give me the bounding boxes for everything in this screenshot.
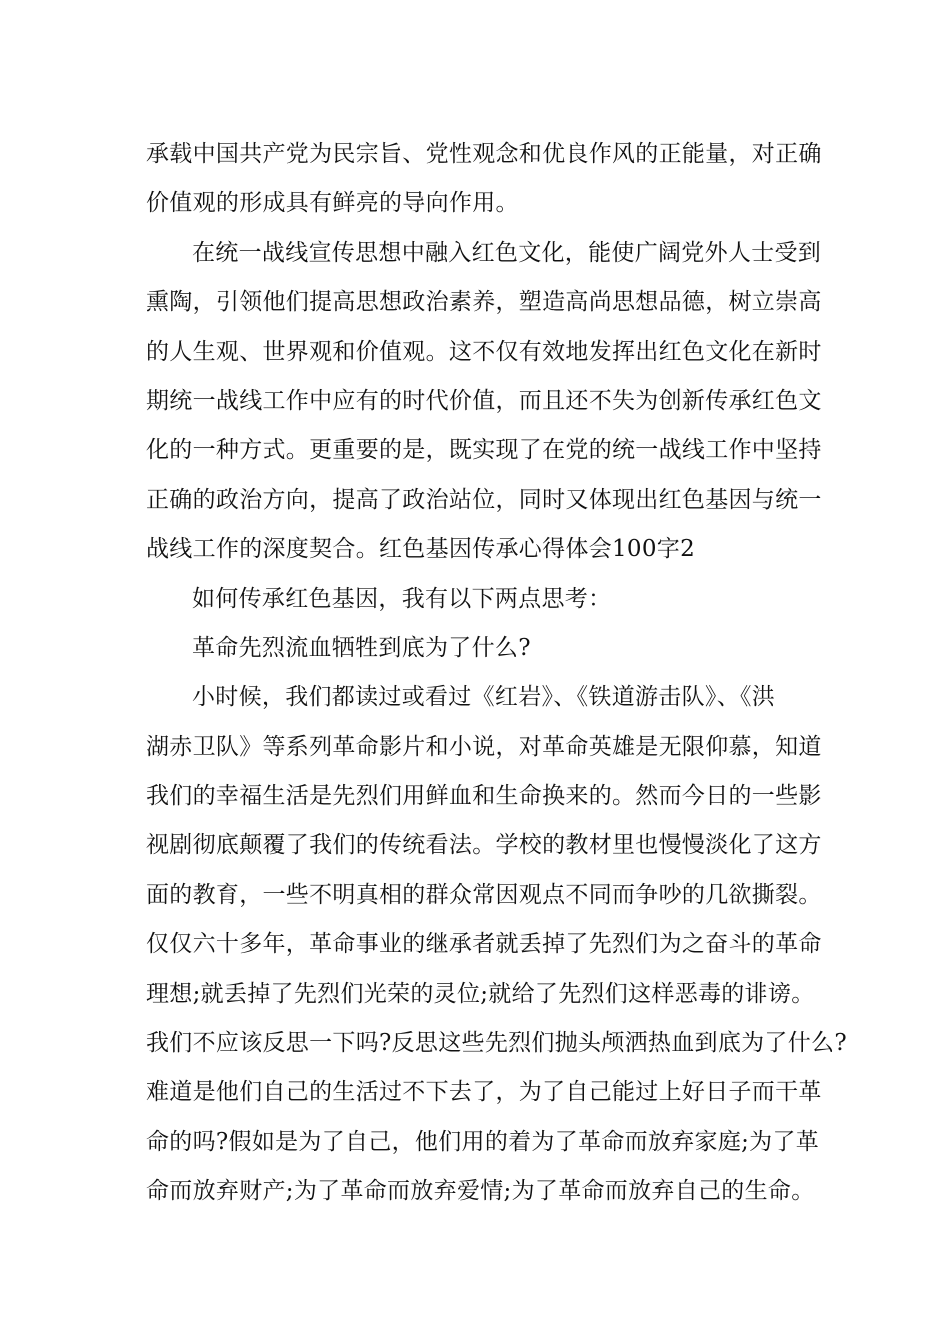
text-line: 的人生观、世界观和价值观。这不仅有效地发挥出红色文化在新时 — [146, 338, 822, 365]
text-line: 正确的政治方向，提高了政治站位，同时又体现出红色基因与统一 — [146, 486, 822, 513]
text-line: 战线工作的深度契合。红色基因传承心得体会100字2 — [146, 536, 696, 563]
text-line: 期统一战线工作中应有的时代价值，而且还不失为创新传承红色文 — [146, 387, 822, 414]
text-line: 我们不应该反思一下吗?反思这些先烈们抛头颅洒热血到底为了什么? — [146, 1030, 847, 1057]
text-line: 我们的幸福生活是先烈们用鲜血和生命换来的。然而今日的一些影 — [146, 783, 822, 810]
text-line: 命而放弃财产;为了革命而放弃爱情;为了革命而放弃自己的生命。 — [146, 1178, 815, 1205]
text-line: 熏陶，引领他们提高思想政治素养，塑造高尚思想品德，树立崇高 — [146, 289, 822, 316]
paragraph-start-line: 革命先烈流血牺牲到底为了什么? — [192, 634, 531, 661]
text-line: 面的教育，一些不明真相的群众常因观点不同而争吵的几欲撕裂。 — [146, 881, 822, 908]
text-line: 视剧彻底颠覆了我们的传统看法。学校的教材里也慢慢淡化了这方 — [146, 832, 822, 859]
text-line: 价值观的形成具有鲜亮的导向作用。 — [146, 190, 519, 217]
text-line: 湖赤卫队》等系列革命影片和小说，对革命英雄是无限仰慕，知道 — [146, 733, 822, 760]
text-line: 难道是他们自己的生活过不下去了，为了自己能过上好日子而干革 — [146, 1079, 822, 1106]
text-line: 命的吗?假如是为了自己，他们用的着为了革命而放弃家庭;为了革 — [146, 1128, 820, 1155]
paragraph-start-line: 如何传承红色基因，我有以下两点思考： — [192, 585, 612, 612]
paragraph-start-line: 在统一战线宣传思想中融入红色文化，能使广阔党外人士受到 — [192, 239, 822, 266]
text-line: 理想;就丢掉了先烈们光荣的灵位;就给了先烈们这样恶毒的诽谤。 — [146, 980, 815, 1007]
text-line: 仅仅六十多年，革命事业的继承者就丢掉了先烈们为之奋斗的革命 — [146, 931, 822, 958]
document-body — [146, 130, 847, 1217]
paragraph-start-line: 小时候，我们都读过或看过《红岩》、《铁道游击队》、《洪 — [192, 684, 776, 711]
text-line: 化的一种方式。更重要的是，既实现了在党的统一战线工作中坚持 — [146, 437, 822, 464]
text-line: 承载中国共产党为民宗旨、党性观念和优良作风的正能量，对正确 — [146, 141, 822, 167]
